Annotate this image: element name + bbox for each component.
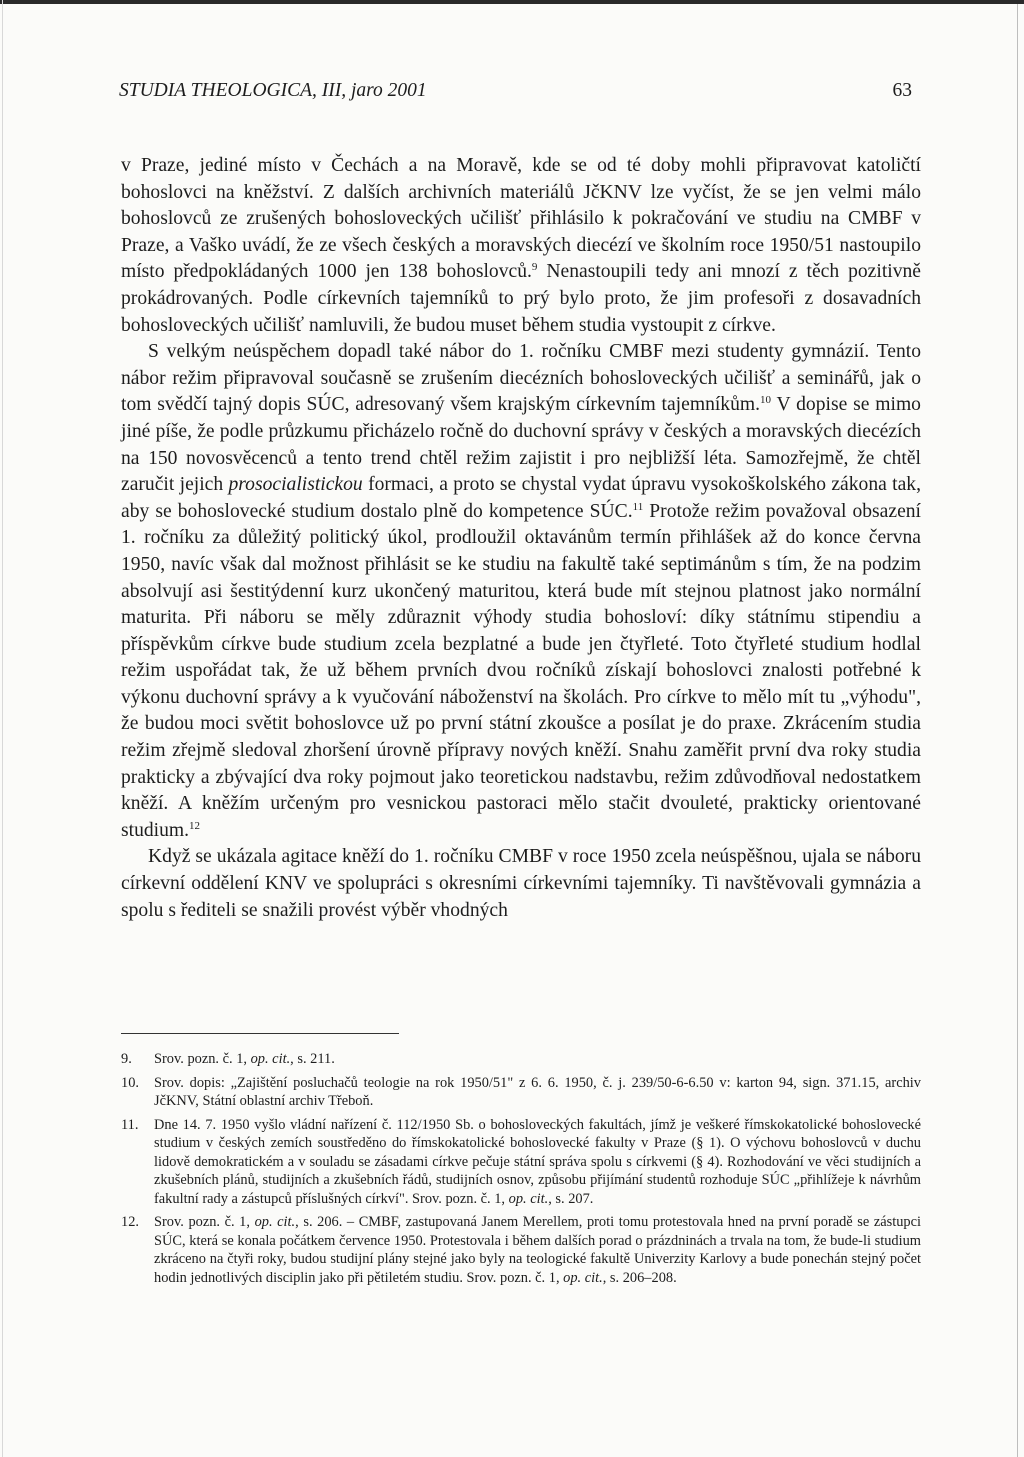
footnote-ref-11: 11 xyxy=(632,500,644,513)
footnote-11-text-a: Dne 14. 7. 1950 vyšlo vládní nařízení č. 112/1950 Sb. o bohosloveckých fakultách, jímž je veškeré římskokatolické bohoslovecké studium v českých zemích soustředěno do římskokatolické bohoslovecké fakulty v Praze (§ 1). O výchovu bohoslovců v duchu lidově demokratickém a v souladu se zásadami církve pečuje státní správa spolu s církvemi (§ 4). Rozhodování ve věci studijních a zkušebních plánů, studijních a zkušebních řádů, studijních osnov, způsobu přijímání studentů rozhoduje SÚC „přihlížeje k návrhům fakultní rady a zástupců příslušných církví". Srov. pozn. č. 1, xyxy=(154,1116,921,1207)
paragraph-2-text-b: V dopise se mimo jiné píše, že podle průzkumu přicházelo ročně do duchovní správy v českých a moravských diecézích na 150 novosvěcenců a tento trend chtěl režim zajistit i pro nejbližší léta. Samozřejmě, že chtěl zaručit jejich xyxy=(121,394,921,496)
footnote-11-text xyxy=(154,1116,921,1209)
page-number: 63 xyxy=(892,80,912,101)
footnote-12-text-a: Srov. pozn. č. 1, xyxy=(154,1214,255,1230)
footnote-10-number: 10. xyxy=(121,1074,139,1091)
footnotes xyxy=(121,1050,921,1292)
footnote-9-italic: op. cit. xyxy=(250,1051,291,1067)
paragraph-1-text-a: v Praze, jediné místo v Čechách a na Moravě, kde se od té doby mohli připravovat katoličtí bohoslovci na kněžství. Z dalších archivních materiálů JčKNV lze vyčíst, že se jen velmi málo bohoslovců ze zrušených bohosloveckých učilišť přihlásilo k pokračování ve studiu na CMBF v Praze, a Vaško uvádí, že ze všech českých a moravských diecézí ve školním roce 1950/51 nastoupilo místo předpokládaných 1000 jen 138 bohoslovců. xyxy=(121,155,921,283)
footnote-9-text-b: , s. 211. xyxy=(290,1051,335,1067)
scan-edge-left xyxy=(2,0,3,1457)
paragraph-1-text-b: Nenastoupili tedy ani mnozí z těch pozitivně prokádrovaných. Podle církevních tajemníků to prý bylo proto, že jim profesoři z dosavadních bohosloveckých učilišť namluvili, že budou muset během studia vystoupit z církve. xyxy=(121,261,921,336)
body-text xyxy=(121,153,921,924)
footnote-10-text: Srov. dopis: „Zajištění posluchačů teologie na rok 1950/51" z 6. 6. 1950, č. j. 239/50-6-6.50 v: karton 94, sign. 371.15, archiv JčKNV, Státní oblastní archiv Třeboň. xyxy=(154,1074,921,1109)
footnote-12-text-c: , s. 206–208. xyxy=(602,1269,677,1286)
footnote-9-number: 9. xyxy=(121,1051,132,1067)
footnote-9 xyxy=(121,1050,921,1069)
footnote-12-text xyxy=(154,1213,921,1287)
paragraph-2-text-a: S velkým neúspěchem dopadl také nábor do 1. ročníku CMBF mezi studenty gymnázií. Tento nábor režim připravoval současně se zrušením diecézních bohosloveckých učilišť a seminářů, jak o tom svědčí tajný dopis SÚC, adresovaný všem krajským církevním tajemníkům. xyxy=(121,341,921,416)
footnote-12-text-b: , s. 206. – CMBF, zastupovaná Janem Merellem, proti tomu protestovala hned na první poradě se zástupci SÚC, která se konala počátkem července 1950. Protestovala i během dalších porad o prázdninách a trvala na tom, že bude-li studium zkráceno na čtyři roky, budou studijní plány stejné jako byly na teologické fakultě Univerzity Karlovy a bude ponechán stejný počet hodin jednotlivých disciplin jako při pětiletém studiu. Srov. pozn. č. 1, xyxy=(154,1214,921,1286)
footnote-ref-12: 12 xyxy=(189,819,201,832)
footnote-ref-10: 10 xyxy=(760,394,772,407)
footnote-9-text-a: Srov. pozn. č. 1, xyxy=(154,1051,251,1067)
paragraph-2-italic: prosocialistickou xyxy=(228,474,363,496)
footnote-11-italic: op. cit. xyxy=(508,1190,549,1207)
footnote-ref-9: 9 xyxy=(531,261,538,274)
paragraph-3: Když se ukázala agitace kněží do 1. ročníku CMBF v roce 1950 zcela neúspěšnou, ujala se náboru církevní oddělení KNV ve spolupráci s okresními církevními tajemníky. Ti navštěvovali gymnázia a spolu s řediteli se snažili provést výběr vhodných xyxy=(121,846,921,921)
footnote-11-text-b: , s. 207. xyxy=(548,1190,594,1207)
footnote-12-number: 12. xyxy=(121,1214,139,1230)
footnote-11-number: 11. xyxy=(121,1116,139,1133)
paragraph-2 xyxy=(121,339,921,844)
footnote-9-text xyxy=(154,1050,921,1069)
scan-edge-right xyxy=(1017,4,1018,1457)
footnote-separator xyxy=(121,1033,399,1034)
paragraph-2-text-c: formaci, a proto se chystal vydat úpravu vysokoškolského zákona tak, aby se bohoslovecké studium dostalo plně do kompetence SÚC. xyxy=(121,474,921,522)
scan-edge-top xyxy=(0,0,1024,4)
footnote-12 xyxy=(121,1213,921,1287)
footnote-11 xyxy=(121,1116,921,1209)
paragraph-1 xyxy=(121,153,921,339)
paragraph-2-text-d: Protože režim považoval obsazení 1. ročníku za důležitý politický úkol, prodloužil oktavánům termín přihlášek až do konce června 1950, navíc však dal možnost přihlásit se ke studiu na fakultě také septimánům s tím, že na podzim absolvují asi šestitýdenní kurz ukončený maturitou, která bude mít stejnou platnost jako normální maturita. Při náboru se měly zdůraznit výhody studia bohosloví: díky státnímu stipendiu a příspěvkům církve bude studium zcela bezplatné a bude jen čtyřleté. Toto čtyřleté studium hodlal režim uspořádat tak, že už během prvních dvou ročníků získají bohoslovci znalosti potřebné k výkonu duchovní správy a k vyučování náboženství na školách. Pro církve to mělo mít tu „výhodu", že budou moci světit bohoslovce už po první státní zkoušce a posílat je do praxe. Zkrácením studia režim zřejmě sledoval zhoršení úrovně přípravy nových kněží. Snahu zaměřit první dva roky studia prakticky a zbývající dva roky pojmout jako teoretickou nadstavbu, režim zdůvodňoval nedostatkem kněží. A kněžím určeným pro vesnickou pastoraci mělo stačit dvouleté, prakticky orientované studium. xyxy=(121,500,922,841)
footnote-10 xyxy=(121,1074,921,1111)
footnote-12-italic-2: op. cit. xyxy=(563,1269,603,1286)
running-head: STUDIA THEOLOGICA, III, jaro 2001 xyxy=(119,80,427,101)
footnote-12-italic: op. cit. xyxy=(254,1214,296,1230)
